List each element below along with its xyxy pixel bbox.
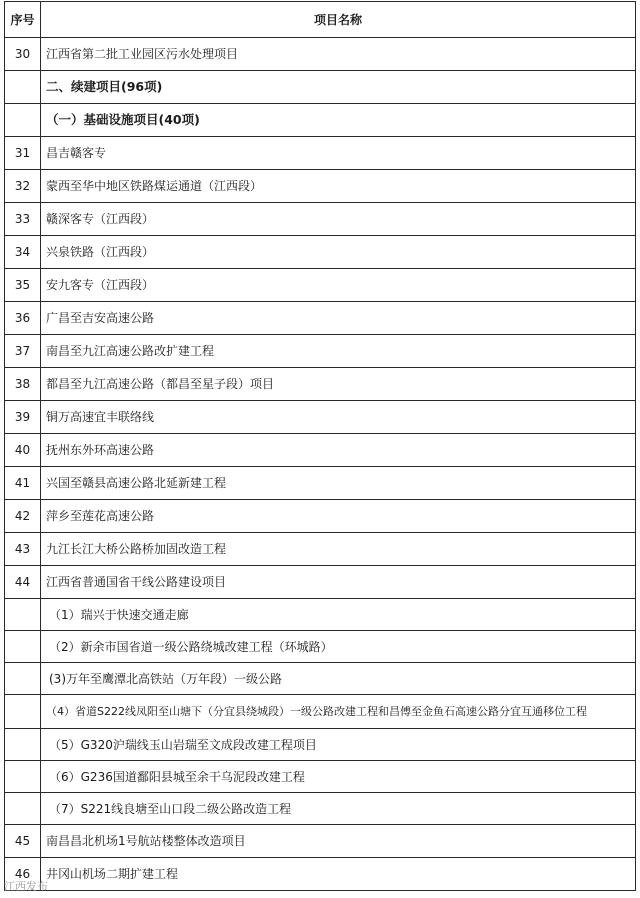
row-number [5,761,41,793]
project-name: (3)万年至鹰潭北高铁站（万年段）一级公路 [41,663,636,695]
row-number: 32 [5,170,41,203]
row-number: 40 [5,434,41,467]
row-number: 41 [5,467,41,500]
project-name: 兴国至赣县高速公路北延新建工程 [41,467,636,500]
table-row [5,434,636,467]
column-header-no: 序号 [5,2,41,38]
table-row [5,467,636,500]
table-row [5,631,636,663]
row-number [5,599,41,631]
project-name: 铜万高速宜丰联络线 [41,401,636,434]
table-row [5,104,636,137]
project-name: （7）S221线良塘至山口段二级公路改造工程 [41,793,636,825]
table-row [5,500,636,533]
row-number: 34 [5,236,41,269]
row-number: 45 [5,825,41,858]
table-row [5,236,636,269]
project-name: 昌吉赣客专 [41,137,636,170]
project-name: 井冈山机场二期扩建工程 [41,858,636,891]
row-number [5,631,41,663]
table-row [5,858,636,891]
table-row [5,137,636,170]
project-name: （6）G236国道鄱阳县城至余干乌泥段改建工程 [41,761,636,793]
row-number: 33 [5,203,41,236]
row-number [5,663,41,695]
table-row [5,335,636,368]
project-name: 广昌至吉安高速公路 [41,302,636,335]
project-name: 都昌至九江高速公路（都昌至星子段）项目 [41,368,636,401]
table-row [5,533,636,566]
table-row [5,71,636,104]
table-row [5,38,636,71]
table-row [5,599,636,631]
row-number [5,729,41,761]
table-row [5,825,636,858]
table-row [5,302,636,335]
row-number: 30 [5,38,41,71]
project-name: 南昌昌北机场1号航站楼整体改造项目 [41,825,636,858]
row-number: 38 [5,368,41,401]
project-name: 江西省第二批工业园区污水处理项目 [41,38,636,71]
watermark-text: 江西发布 [4,880,48,893]
project-name: 蒙西至华中地区铁路煤运通道（江西段） [41,170,636,203]
project-name: 九江长江大桥公路桥加固改造工程 [41,533,636,566]
project-name: 二、续建项目(96项) [41,71,636,104]
table-row [5,269,636,302]
project-name: 抚州东外环高速公路 [41,434,636,467]
row-number: 31 [5,137,41,170]
project-name: 萍乡至莲花高速公路 [41,500,636,533]
row-number [5,104,41,137]
table-row [5,761,636,793]
project-name: （一）基础设施项目(40项) [41,104,636,137]
row-number: 37 [5,335,41,368]
project-name: 安九客专（江西段） [41,269,636,302]
table-body [5,38,636,891]
project-name: 赣深客专（江西段） [41,203,636,236]
project-name: 兴泉铁路（江西段） [41,236,636,269]
project-name: （5）G320沪瑞线玉山岩瑞至文成段改建工程项目 [41,729,636,761]
row-number: 46 [5,858,41,891]
table-row [5,663,636,695]
row-number: 42 [5,500,41,533]
table-row [5,368,636,401]
table-row [5,793,636,825]
column-header-name: 项目名称 [41,2,636,38]
project-name: （2）新余市国省道一级公路绕城改建工程（环城路） [41,631,636,663]
project-name: （4）省道S222线凤阳至山塘下（分宜县绕城段）一级公路改建工程和昌傅至金鱼石高速公路分宜互通移位工程 [41,695,636,729]
project-name: 南昌至九江高速公路改扩建工程 [41,335,636,368]
table-row [5,401,636,434]
project-list-table [4,1,636,891]
row-number [5,793,41,825]
table-row [5,170,636,203]
row-number: 39 [5,401,41,434]
row-number [5,695,41,729]
project-name: （1）瑞兴于快速交通走廊 [41,599,636,631]
row-number: 43 [5,533,41,566]
row-number: 44 [5,566,41,599]
row-number: 36 [5,302,41,335]
table-row [5,695,636,729]
table-row [5,729,636,761]
row-number [5,71,41,104]
table-header-row [5,2,636,38]
row-number: 35 [5,269,41,302]
table-row [5,566,636,599]
table-row [5,203,636,236]
project-name: 江西省普通国省干线公路建设项目 [41,566,636,599]
